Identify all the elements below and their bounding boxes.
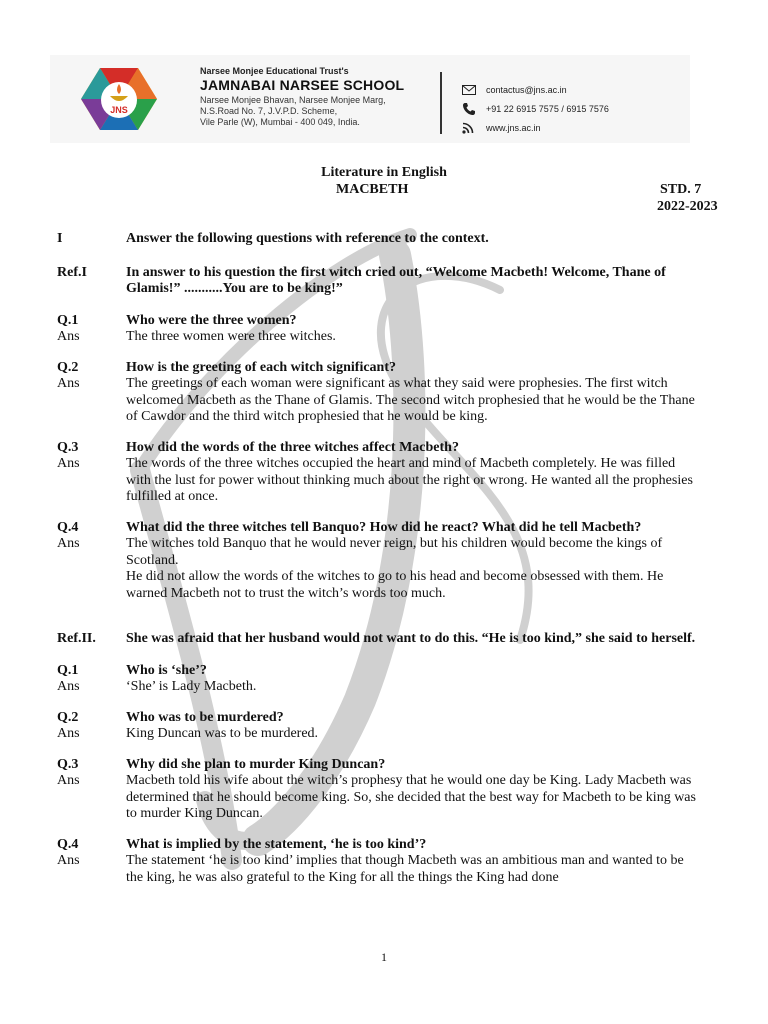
answer-text: The statement ‘he is too kind’ implies that though Macbeth was an ambitious man and wanted to be the king, he was also grateful to the King for all the things the King had done — [126, 853, 684, 885]
contact-email[interactable]: contactus@jns.ac.in — [486, 84, 567, 95]
qa-item — [57, 837, 702, 887]
school-logo — [80, 66, 158, 132]
answer-label: Ans — [57, 853, 80, 868]
contact-phone: +91 22 6915 7575 / 6915 7576 — [486, 103, 609, 114]
answer-text: ‘She’ is Lady Macbeth. — [126, 679, 257, 694]
answer-row — [57, 853, 702, 886]
answer-text: The words of the three witches occupied the heart and mind of Macbeth completely. He was filled with the lust for power without thinking much about the right or wrong. He wanted all the prophesies fulfilled at once. — [126, 456, 693, 504]
contact-phone-row — [462, 99, 609, 118]
qa-item — [57, 757, 702, 823]
question-label: Q.4 — [57, 836, 79, 852]
logo-text: JNS — [110, 105, 128, 115]
question-row — [57, 440, 702, 457]
header-divider — [440, 72, 442, 134]
question-text: How is the greeting of each witch significant? — [126, 359, 396, 375]
address-line: Vile Parle (W), Mumbai - 400 049, India. — [200, 117, 360, 127]
qa-item — [57, 360, 702, 426]
address-line: Narsee Monjee Bhavan, Narsee Monjee Marg, — [200, 95, 386, 105]
contact-email-row — [462, 80, 609, 99]
question-row — [57, 710, 702, 727]
answer-label: Ans — [57, 679, 80, 694]
question-text: Who were the three women? — [126, 312, 297, 328]
answer-row — [57, 329, 702, 346]
qa-item — [57, 663, 702, 696]
answer-text: King Duncan was to be murdered. — [126, 726, 319, 741]
question-text: What did the three witches tell Banquo? How did he react? What did he tell Macbeth? — [126, 519, 642, 535]
phone-icon — [462, 103, 480, 115]
section-instruction: Answer the following questions with reference to the context. — [126, 231, 489, 246]
answer-row — [57, 456, 702, 506]
school-name: JAMNABAI NARSEE SCHOOL — [200, 77, 405, 93]
question-row — [57, 520, 702, 537]
ref-text: She was afraid that her husband would not want to do this. “He is too kind,” she said to herself. — [126, 631, 696, 646]
doc-title: MACBETH — [336, 182, 409, 197]
answer-text: Macbeth told his wife about the witch’s prophesy that he would one day be King. Lady Macbeth was determined that he should become king. So, she decided that the best way for Macbeth to be king was to murder King Duncan. — [126, 773, 696, 821]
question-label: Q.2 — [57, 359, 79, 375]
question-text: How did the words of the three witches affect Macbeth? — [126, 439, 459, 455]
answer-text: He did not allow the words of the witches to go to his head and become obsessed with them. He warned Macbeth not to trust the witch’s words too much. — [126, 569, 664, 601]
qa-item — [57, 440, 702, 506]
question-text: Who is ‘she’? — [126, 662, 207, 678]
trust-name: Narsee Monjee Educational Trust's — [200, 66, 349, 76]
answer-row — [57, 679, 702, 696]
section-heading — [57, 231, 702, 248]
reference-passage — [57, 631, 702, 648]
qa-item — [57, 710, 702, 743]
questions-content — [57, 231, 702, 886]
answer-row — [57, 536, 702, 602]
ref-text: In answer to his question the first witch cried out, “Welcome Macbeth! Welcome, Thane of Glamis!” ...........You are to be king!” — [126, 264, 666, 296]
qa-item — [57, 520, 702, 603]
question-row — [57, 757, 702, 774]
answer-text: The witches told Banquo that he would never reign, but his children would become the kings of Scotland. — [126, 536, 663, 568]
answer-row — [57, 773, 702, 823]
answer-row — [57, 376, 702, 426]
question-label: Q.2 — [57, 709, 79, 725]
question-label: Q.4 — [57, 519, 79, 535]
contact-info — [462, 80, 609, 137]
question-row — [57, 837, 702, 854]
answer-text: The three women were three witches. — [126, 329, 336, 344]
answer-label: Ans — [57, 726, 80, 741]
question-text: What is implied by the statement, ‘he is too kind’? — [126, 836, 427, 852]
qa-item — [57, 313, 702, 346]
answer-label: Ans — [57, 376, 80, 391]
question-label: Q.1 — [57, 312, 79, 328]
question-label: Q.3 — [57, 756, 79, 772]
academic-year: 2022-2023 — [657, 199, 718, 214]
answer-label: Ans — [57, 456, 80, 471]
question-row — [57, 313, 702, 330]
question-row — [57, 663, 702, 680]
answer-text: The greetings of each woman were significant as what they said were prophesies. The first witch welcomed Macbeth as the Thane of Glamis. The second witch prophesied that he would be the Thane of Cawdor and the third witch prophesied that he would be king. — [126, 376, 695, 424]
std-label: STD. 7 — [660, 182, 702, 197]
question-label: Q.1 — [57, 662, 79, 678]
question-row — [57, 360, 702, 377]
page-number: 1 — [381, 950, 387, 964]
question-label: Q.3 — [57, 439, 79, 455]
contact-website-row — [462, 118, 609, 137]
section-label: I — [57, 231, 63, 246]
subject-title: Literature in English — [321, 165, 447, 180]
contact-website[interactable]: www.jns.ac.in — [486, 122, 541, 133]
question-text: Who was to be murdered? — [126, 709, 284, 725]
answer-label: Ans — [57, 536, 80, 551]
ref-label: Ref.I — [57, 264, 87, 280]
address-line: N.S.Road No. 7, J.V.P.D. Scheme, — [200, 106, 338, 116]
email-icon — [462, 84, 480, 96]
rss-icon — [462, 122, 480, 134]
school-info — [200, 66, 404, 128]
answer-row — [57, 726, 702, 743]
question-text: Why did she plan to murder King Duncan? — [126, 756, 386, 772]
answer-label: Ans — [57, 329, 80, 344]
answer-body — [126, 536, 702, 602]
address — [200, 95, 404, 128]
ref-label: Ref.II. — [57, 631, 96, 646]
reference-passage — [57, 265, 702, 298]
answer-label: Ans — [57, 773, 80, 788]
